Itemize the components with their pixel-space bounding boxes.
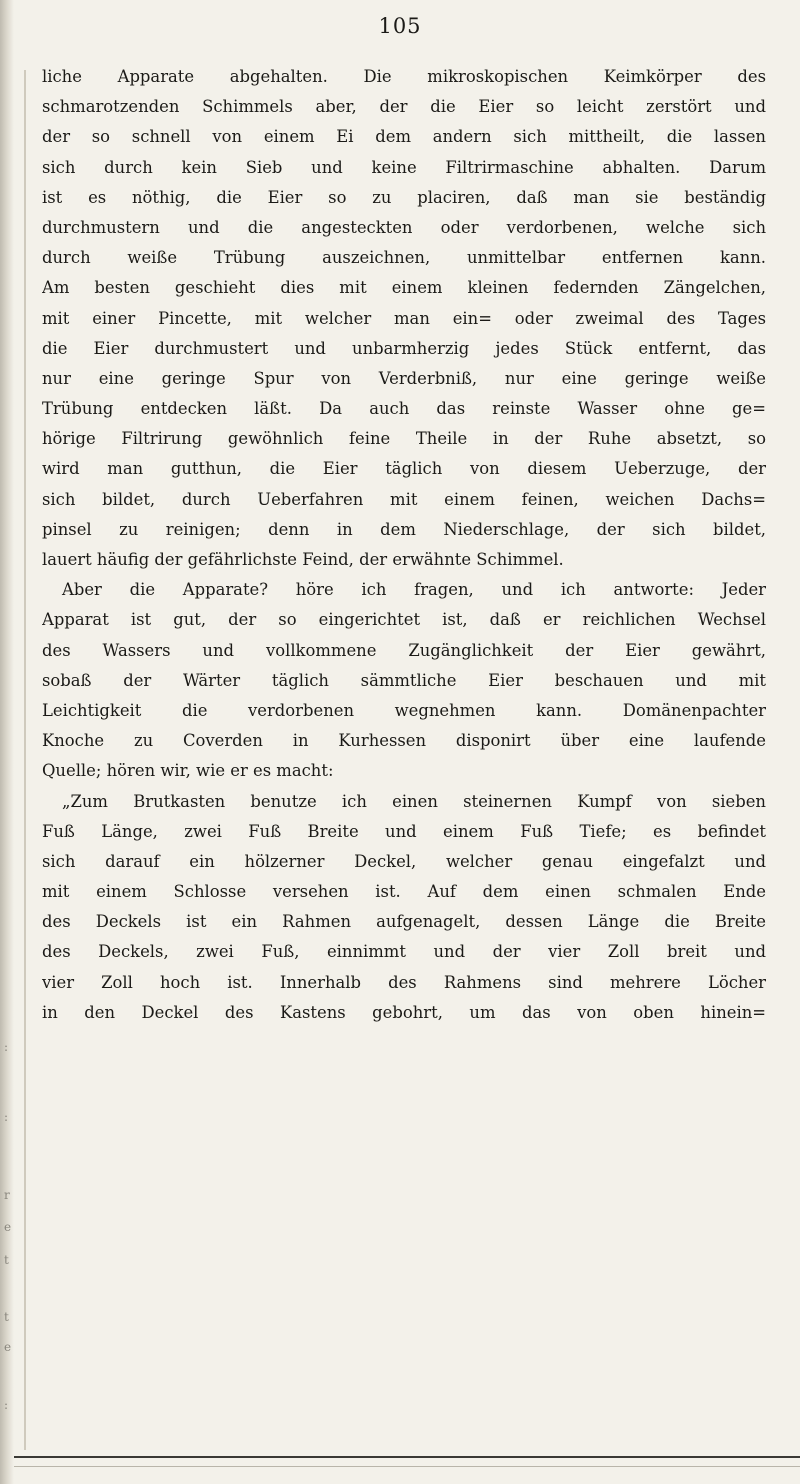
text-line: sobaß der Wärter täglich sämmtliche Eier beschauen und mit — [42, 670, 766, 690]
text-line: sich darauf ein hölzerner Deckel, welcher genau eingefalzt und — [42, 851, 766, 871]
text-line: Fuß Länge, zwei Fuß Breite und einem Fuß Tiefe; es befindet — [42, 821, 766, 841]
text-line: des Deckels ist ein Rahmen aufgenagelt, dessen Länge die Breite — [42, 912, 766, 932]
text-line: Trübung entdecken läßt. Da auch das reinste Wasser ohne ge= — [42, 399, 766, 419]
margin-mark: : — [4, 1110, 9, 1124]
bottom-rule-secondary — [14, 1466, 800, 1467]
body-text — [42, 62, 766, 1028]
bottom-rule — [14, 1456, 800, 1458]
margin-mark: r — [4, 1188, 10, 1202]
margin-mark: : — [4, 1398, 9, 1412]
text-line: Leichtigkeit die verdorbenen wegnehmen kann. Domänenpachter — [42, 700, 766, 720]
text-line: vier Zoll hoch ist. Innerhalb des Rahmens sind mehrere Löcher — [42, 972, 766, 992]
text-line: die Eier durchmustert und unbarmherzig jedes Stück entfernt, das — [42, 338, 766, 358]
margin-mark: e — [4, 1340, 12, 1354]
margin-mark: e — [4, 1220, 12, 1234]
text-line: mit einem Schlosse versehen ist. Auf dem einen schmalen Ende — [42, 882, 766, 902]
page-number: 105 — [378, 14, 422, 38]
text-line: pinsel zu reinigen; denn in dem Niederschlage, der sich bildet, — [42, 519, 766, 539]
text-line: liche Apparate abgehalten. Die mikroskopischen Keimkörper des — [42, 67, 766, 86]
binding-rule — [24, 70, 26, 1450]
text-line: des Wassers und vollkommene Zugänglichkeit der Eier gewährt, — [42, 640, 766, 660]
text-line: nur eine geringe Spur von Verderbniß, nur eine geringe weiße — [42, 368, 766, 388]
text-line: der so schnell von einem Ei dem andern sich mittheilt, die lassen — [42, 127, 766, 147]
text-line: hörige Filtrirung gewöhnlich feine Theile in der Ruhe absetzt, so — [42, 429, 766, 449]
margin-mark: : — [4, 1040, 9, 1054]
text-line: Am besten geschieht dies mit einem kleinen federnden Zängelchen, — [42, 278, 766, 298]
text-line: Aber die Apparate? höre ich fragen, und ich antworte: Jeder — [62, 580, 766, 600]
text-line: mit einer Pincette, mit welcher man ein= oder zweimal des Tages — [42, 308, 766, 328]
text-line: wird man gutthun, die Eier täglich von diesem Ueberzuge, der — [42, 459, 766, 479]
text-line: Apparat ist gut, der so eingerichtet ist, daß er reichlichen Wechsel — [42, 610, 766, 630]
text-line: sich bildet, durch Ueberfahren mit einem feinen, weichen Dachs= — [42, 489, 766, 509]
margin-mark: t — [4, 1310, 9, 1324]
text-line: des Deckels, zwei Fuß, einnimmt und der vier Zoll breit und — [42, 942, 766, 962]
text-line: Quelle; hören wir, wie er es macht: — [42, 761, 334, 781]
text-line: ist es nöthig, die Eier so zu placiren, daß man sie beständig — [42, 187, 766, 207]
text-line: schmarotzenden Schimmels aber, der die Eier so leicht zerstört und — [42, 97, 766, 117]
text-line: sich durch kein Sieb und keine Filtrirmaschine abhalten. Darum — [42, 157, 766, 177]
text-line: in den Deckel des Kastens gebohrt, um das von oben hinein= — [42, 1002, 766, 1022]
text-line: „Zum Brutkasten benutze ich einen steinernen Kumpf von sieben — [62, 791, 766, 811]
text-line: lauert häufig der gefährlichste Feind, der erwähnte Schimmel. — [42, 550, 564, 569]
text-line: Knoche zu Coverden in Kurhessen disponirt über eine laufende — [42, 731, 766, 751]
margin-mark: t — [4, 1253, 9, 1267]
text-line: durchmustern und die angesteckten oder verdorbenen, welche sich — [42, 217, 766, 237]
text-line: durch weiße Trübung auszeichnen, unmittelbar entfernen kann. — [42, 248, 766, 268]
